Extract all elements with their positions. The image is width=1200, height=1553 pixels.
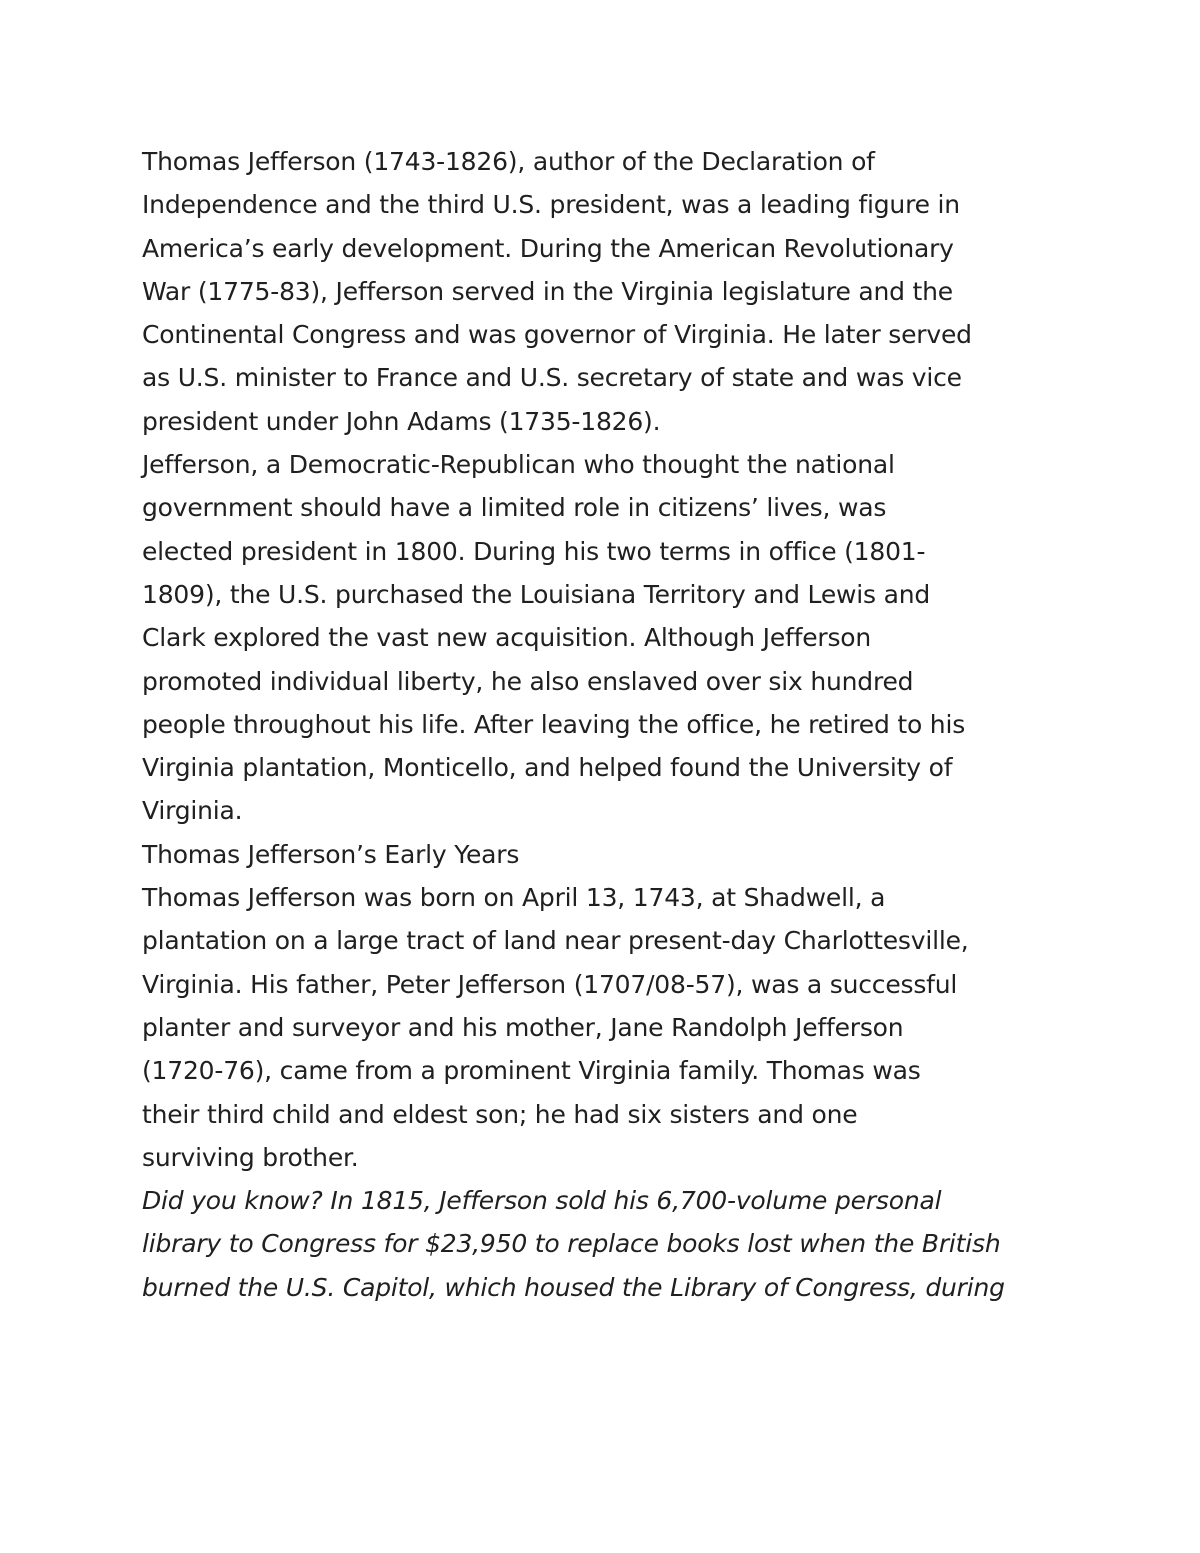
text-line: promoted individual liberty, he also enslaved over six hundred — [142, 666, 914, 696]
text-line: surviving brother. — [142, 1142, 359, 1172]
text-line: elected president in 1800. During his two terms in office (1801- — [142, 536, 926, 566]
text-line: Continental Congress and was governor of Virginia. He later served — [142, 320, 972, 350]
text-line: burned the U.S. Capitol, which housed the Library of Congress, during — [142, 1272, 1005, 1302]
text-line: Clark explored the vast new acquisition. Although Jefferson — [142, 623, 872, 653]
text-line: Thomas Jefferson (1743-1826), author of the Declaration of — [142, 147, 875, 176]
text-line: Virginia. — [142, 796, 243, 826]
text-line: as U.S. minister to France and U.S. secretary of state and was vice — [142, 363, 962, 393]
text-line: Jefferson, a Democratic-Republican who thought the national — [142, 450, 895, 480]
text-line: their third child and eldest son; he had six sisters and one — [142, 1099, 858, 1129]
text-line: Thomas Jefferson was born on April 13, 1743, at Shadwell, a — [142, 883, 886, 913]
early-years-paragraph — [142, 876, 1072, 1179]
text-line: people throughout his life. After leaving the office, he retired to his — [142, 709, 966, 739]
text-line: Did you know? In 1815, Jefferson sold his 6,700-volume personal — [142, 1186, 942, 1216]
text-line: Virginia plantation, Monticello, and helped found the University of — [142, 753, 953, 783]
text-line: War (1775-83), Jefferson served in the Virginia legislature and the — [142, 276, 953, 306]
text-line: Virginia. His father, Peter Jefferson (1707/08-57), was a successful — [142, 969, 958, 999]
text-line: planter and surveyor and his mother, Jane Randolph Jefferson — [142, 1012, 904, 1042]
document-page — [142, 140, 1072, 1309]
intro-paragraph — [142, 140, 1072, 443]
text-line: (1720-76), came from a prominent Virginia family. Thomas was — [142, 1056, 921, 1086]
text-line: America’s early development. During the American Revolutionary — [142, 233, 954, 263]
did-you-know-callout — [142, 1179, 1072, 1309]
text-line: Independence and the third U.S. president, was a leading figure in — [142, 190, 960, 220]
section-heading — [142, 833, 1072, 876]
text-line: library to Congress for $23,950 to replace books lost when the British — [142, 1229, 1001, 1259]
text-line: president under John Adams (1735-1826). — [142, 406, 661, 436]
text-line: plantation on a large tract of land near present-day Charlottesville, — [142, 926, 969, 956]
text-line: 1809), the U.S. purchased the Louisiana Territory and Lewis and — [142, 579, 931, 609]
presidency-paragraph — [142, 443, 1072, 833]
text-line: government should have a limited role in citizens’ lives, was — [142, 493, 887, 523]
section-heading-text: Thomas Jefferson’s Early Years — [142, 839, 520, 869]
